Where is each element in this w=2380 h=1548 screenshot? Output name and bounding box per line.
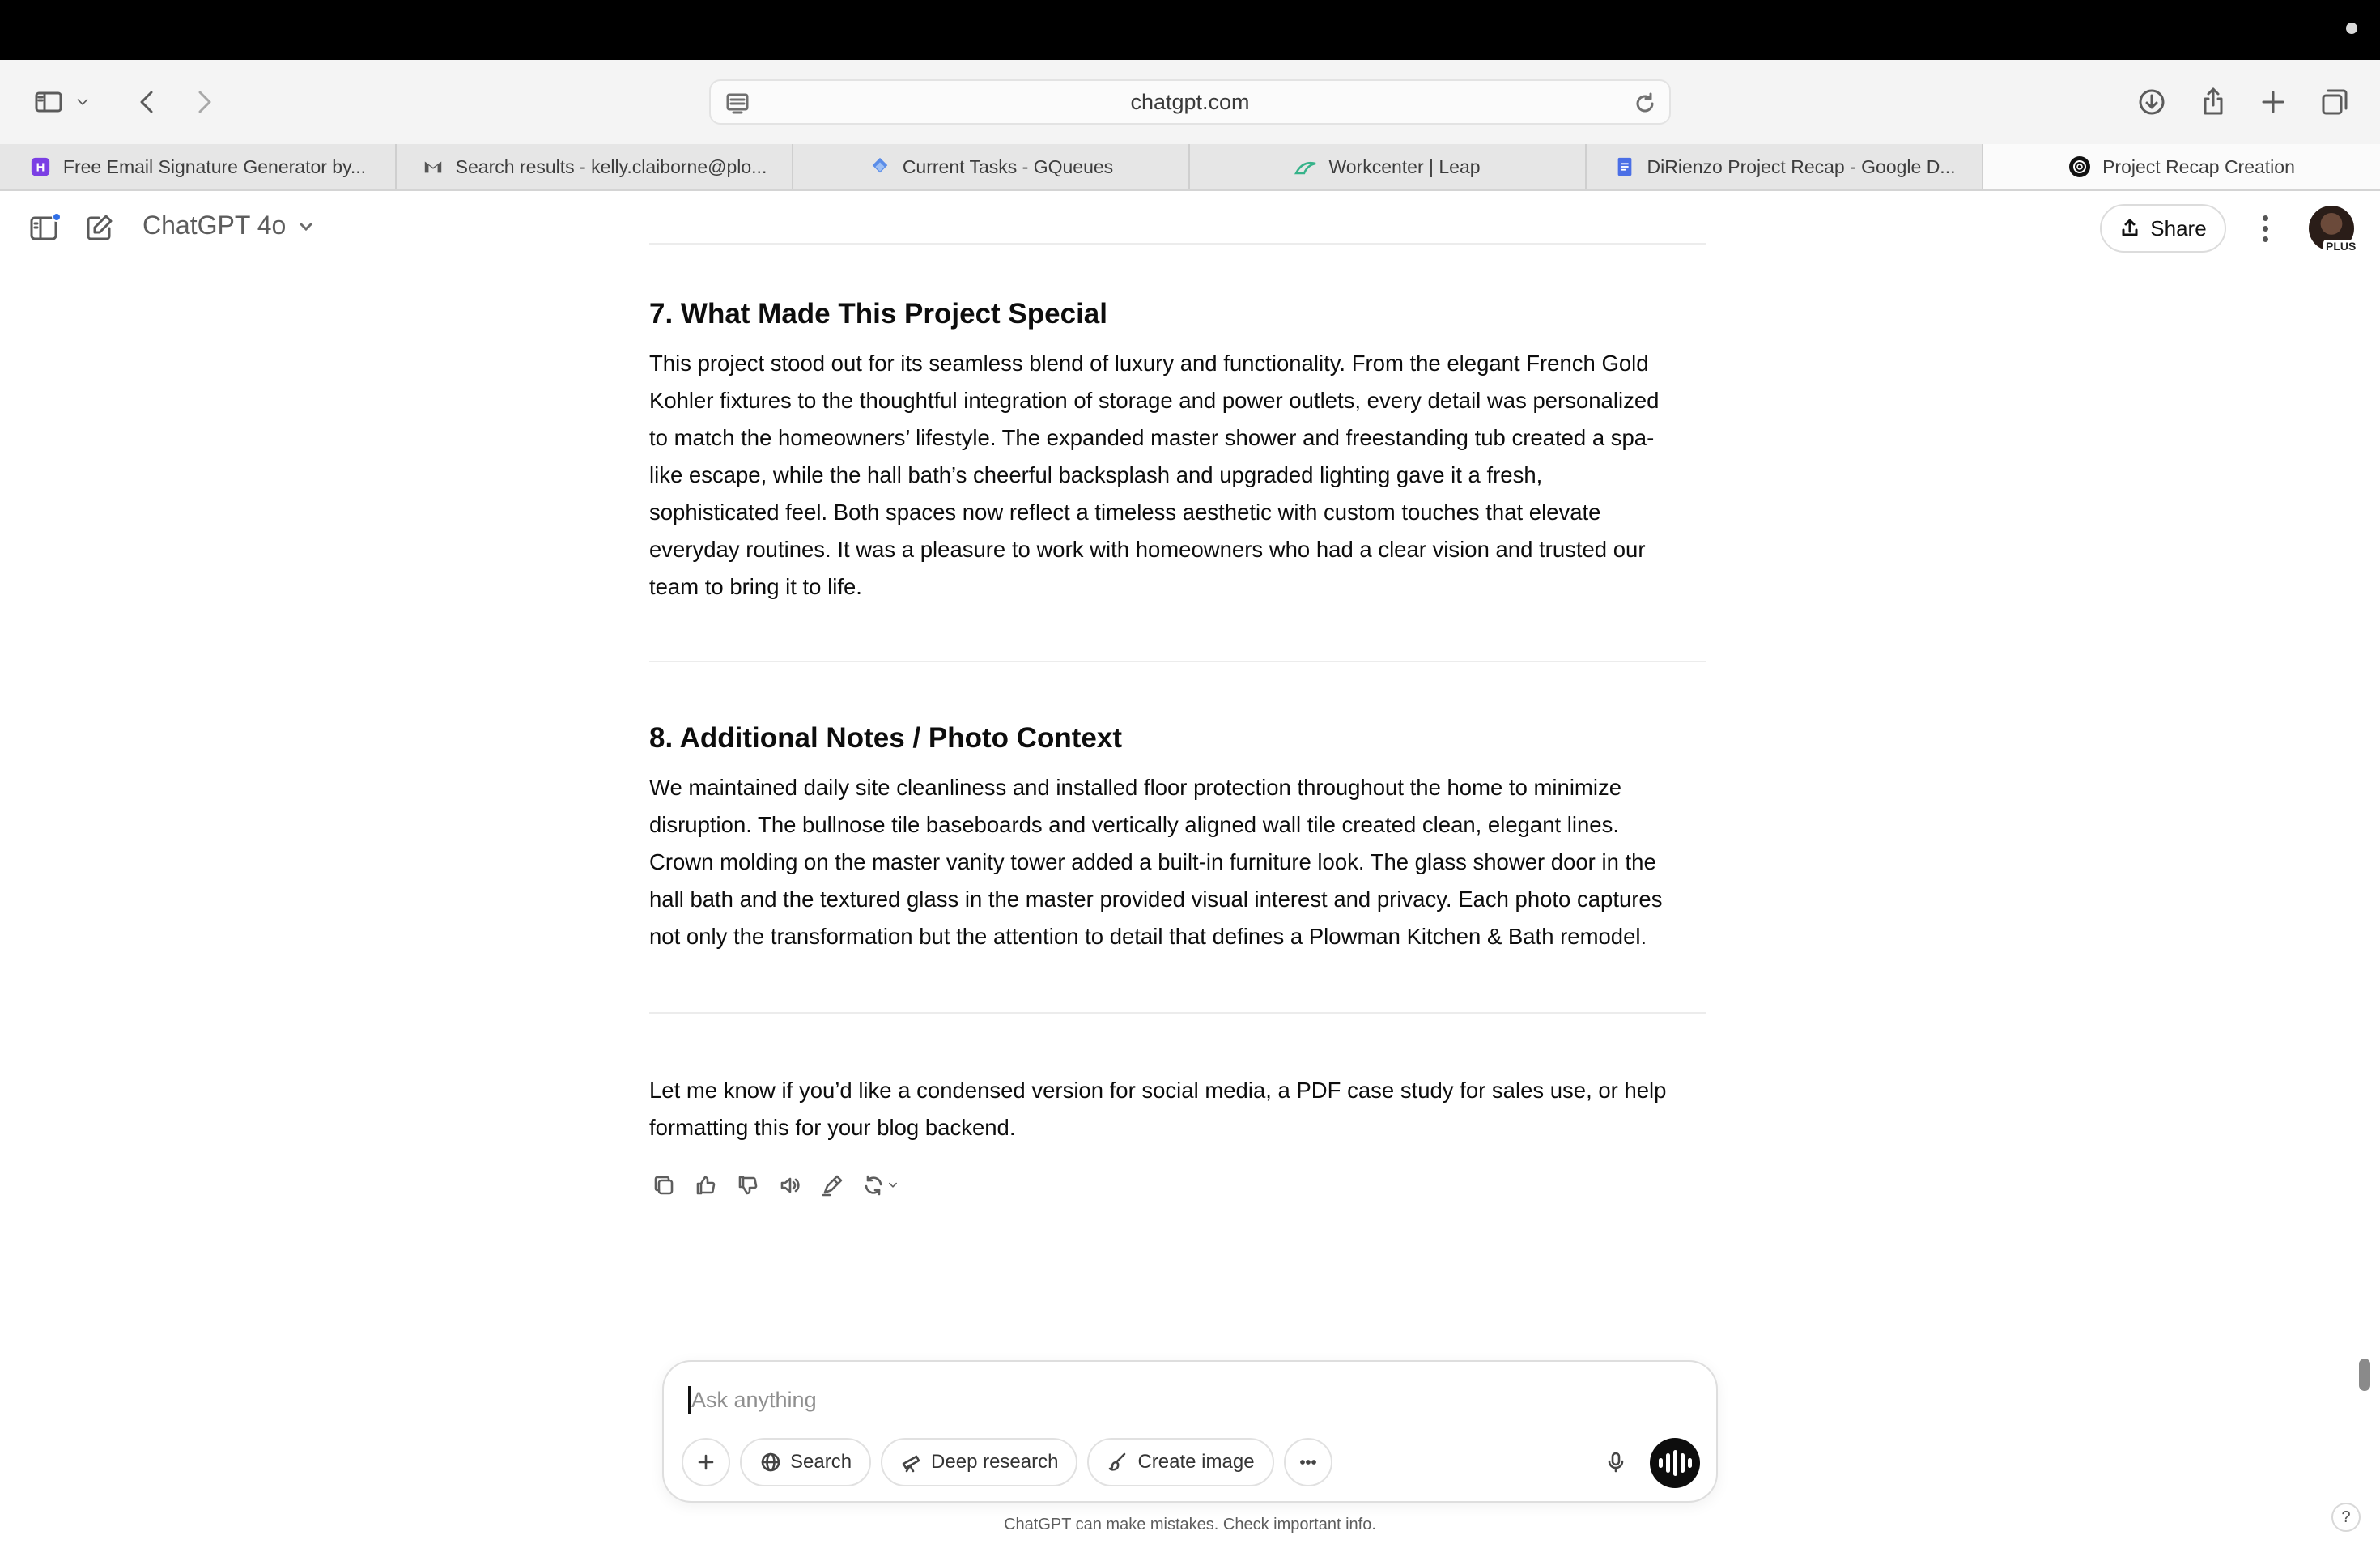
chat-composer[interactable]: [662, 1360, 1718, 1503]
text-line: like escape, while the hall bath’s cheerful backsplash and upgraded lighting gave it a fresh,: [649, 462, 1543, 487]
address-url: chatgpt.com: [1130, 89, 1250, 114]
section-divider: [649, 1012, 1706, 1014]
more-options-icon[interactable]: [2249, 207, 2281, 249]
chatgpt-icon: [2068, 155, 2091, 178]
section-divider: [649, 243, 1706, 245]
browser-toolbar: [0, 60, 2380, 144]
leap-icon: [1294, 155, 1317, 178]
section-heading: 8. Additional Notes / Photo Context: [649, 722, 1122, 754]
tab-bar: [0, 144, 2380, 191]
help-button[interactable]: ?: [2331, 1503, 2361, 1532]
new-tab-icon[interactable]: [2247, 76, 2299, 128]
telescope-icon: [900, 1451, 923, 1474]
page-settings-icon[interactable]: [724, 90, 751, 117]
text-line: Let me know if you’d like a condensed version for social media, a PDF case study for sales use, or help: [649, 1078, 1667, 1103]
tab-gqueues[interactable]: [793, 144, 1190, 189]
chevron-down-icon: [886, 1178, 900, 1193]
google-docs-icon: [1613, 155, 1636, 178]
search-button[interactable]: [740, 1438, 871, 1486]
plus-icon: [695, 1451, 717, 1474]
text-line: This project stood out for its seamless blend of luxury and functionality. From the elegant French Gold: [649, 351, 1649, 376]
plan-badge: PLUS: [2323, 240, 2358, 253]
read-aloud-icon[interactable]: [774, 1169, 806, 1201]
download-icon[interactable]: [2126, 76, 2178, 128]
text-line: team to bring it to life.: [649, 574, 862, 599]
copy-icon[interactable]: [648, 1169, 680, 1201]
create-image-button[interactable]: [1087, 1438, 1273, 1486]
text-line: everyday routines. It was a pleasure to work with homeowners who had a clear vision and trusted our: [649, 537, 1646, 562]
hubspot-icon: [29, 155, 52, 178]
disclaimer: ChatGPT can make mistakes. Check important info.: [1004, 1516, 1376, 1533]
section-8: [649, 722, 1706, 955]
composer-tools: [682, 1438, 1332, 1486]
tab-label: Free Email Signature Generator by...: [62, 155, 367, 177]
sidebar-panel-icon[interactable]: [24, 209, 63, 248]
tab-gmail[interactable]: [397, 144, 793, 189]
composer-input[interactable]: Ask anything: [691, 1388, 817, 1412]
scrollbar-thumb[interactable]: [2359, 1359, 2370, 1391]
message-actions: [648, 1169, 903, 1201]
tab-label: Project Recap Creation: [2102, 155, 2295, 177]
thumbs-up-icon[interactable]: [690, 1169, 722, 1201]
forward-icon[interactable]: [178, 76, 230, 128]
tab-hubspot[interactable]: [0, 144, 397, 189]
closing-paragraph: [649, 1072, 1706, 1146]
text-line: hall bath and the textured glass in the master provided visual interest and privacy. Each photo captures: [649, 887, 1663, 912]
sidebar-toggle-icon[interactable]: [23, 76, 74, 128]
search-label: Search: [790, 1451, 852, 1473]
tab-label: Current Tasks - GQueues: [902, 155, 1114, 177]
tab-google-docs[interactable]: [1587, 144, 1983, 189]
text-line: Crown molding on the master vanity tower added a built-in furniture look. The glass shower door in the: [649, 849, 1656, 874]
voice-mode-button[interactable]: [1650, 1438, 1700, 1488]
back-icon[interactable]: [121, 76, 173, 128]
chevron-down-icon[interactable]: [68, 76, 97, 128]
tab-label: DiRienzo Project Recap - Google D...: [1647, 155, 1956, 177]
create-image-label: Create image: [1137, 1451, 1255, 1473]
upload-icon: [2119, 218, 2140, 239]
text-caret: [688, 1386, 691, 1414]
share-page-icon[interactable]: [2187, 76, 2239, 128]
edit-canvas-icon[interactable]: [816, 1169, 848, 1201]
section-paragraph: [649, 769, 1706, 955]
text-line: formatting this for your blog backend.: [649, 1115, 1016, 1140]
section-7: [649, 298, 1706, 606]
model-name: ChatGPT 4o: [142, 211, 287, 240]
tab-label: Search results - kelly.claiborne@plo...: [455, 155, 767, 177]
text-line: Kohler fixtures to the thoughtful integration of storage and power outlets, every detail was personalized: [649, 388, 1660, 413]
share-label: Share: [2150, 215, 2207, 240]
chevron-down-icon: [295, 215, 317, 236]
address-bar[interactable]: [709, 79, 1671, 125]
text-line: We maintained daily site cleanliness and installed floor protection throughout the home to minimize: [649, 775, 1621, 800]
microphone-icon: [1604, 1450, 1628, 1474]
status-dot: [2346, 23, 2357, 34]
notification-dot: [52, 212, 62, 222]
deep-research-button[interactable]: [881, 1438, 1077, 1486]
text-line: to match the homeowners’ lifestyle. The expanded master shower and freestanding tub created a spa-: [649, 425, 1655, 450]
section-heading: 7. What Made This Project Special: [649, 298, 1107, 330]
globe-icon: [759, 1451, 782, 1474]
share-button[interactable]: [2100, 204, 2226, 253]
paint-brush-icon: [1107, 1451, 1129, 1474]
svg-text:H: H: [36, 161, 45, 175]
system-menu-bar: [0, 0, 2380, 60]
text-line: disruption. The bullnose tile baseboards and vertically aligned wall tile created clean, elegant lines.: [649, 812, 1619, 837]
gqueues-icon: [869, 155, 891, 178]
deep-research-label: Deep research: [931, 1451, 1059, 1473]
gmail-icon: [422, 155, 444, 178]
section-paragraph: [649, 345, 1706, 606]
new-chat-icon[interactable]: [79, 209, 118, 248]
assistant-message: [649, 266, 1706, 1146]
ellipsis-icon: [1297, 1451, 1320, 1474]
model-selector[interactable]: [142, 211, 317, 240]
tab-leap[interactable]: [1190, 144, 1587, 189]
attach-button[interactable]: [682, 1438, 730, 1486]
text-line: not only the transformation but the attention to detail that defines a Plowman Kitchen & Bath remodel.: [649, 924, 1647, 949]
section-divider: [649, 661, 1706, 662]
chat-header: [0, 191, 2380, 266]
regenerate-icon[interactable]: [858, 1169, 903, 1201]
reload-icon[interactable]: [1630, 89, 1660, 118]
more-tools-button[interactable]: [1284, 1438, 1332, 1486]
dictate-button[interactable]: [1592, 1438, 1640, 1486]
tab-overview-icon[interactable]: [2309, 76, 2361, 128]
thumbs-down-icon[interactable]: [732, 1169, 764, 1201]
text-line: sophisticated feel. Both spaces now reflect a timeless aesthetic with custom touches that elevate: [649, 500, 1601, 525]
tab-label: Workcenter | Leap: [1328, 155, 1481, 177]
tab-chatgpt-active[interactable]: [1983, 144, 2380, 189]
